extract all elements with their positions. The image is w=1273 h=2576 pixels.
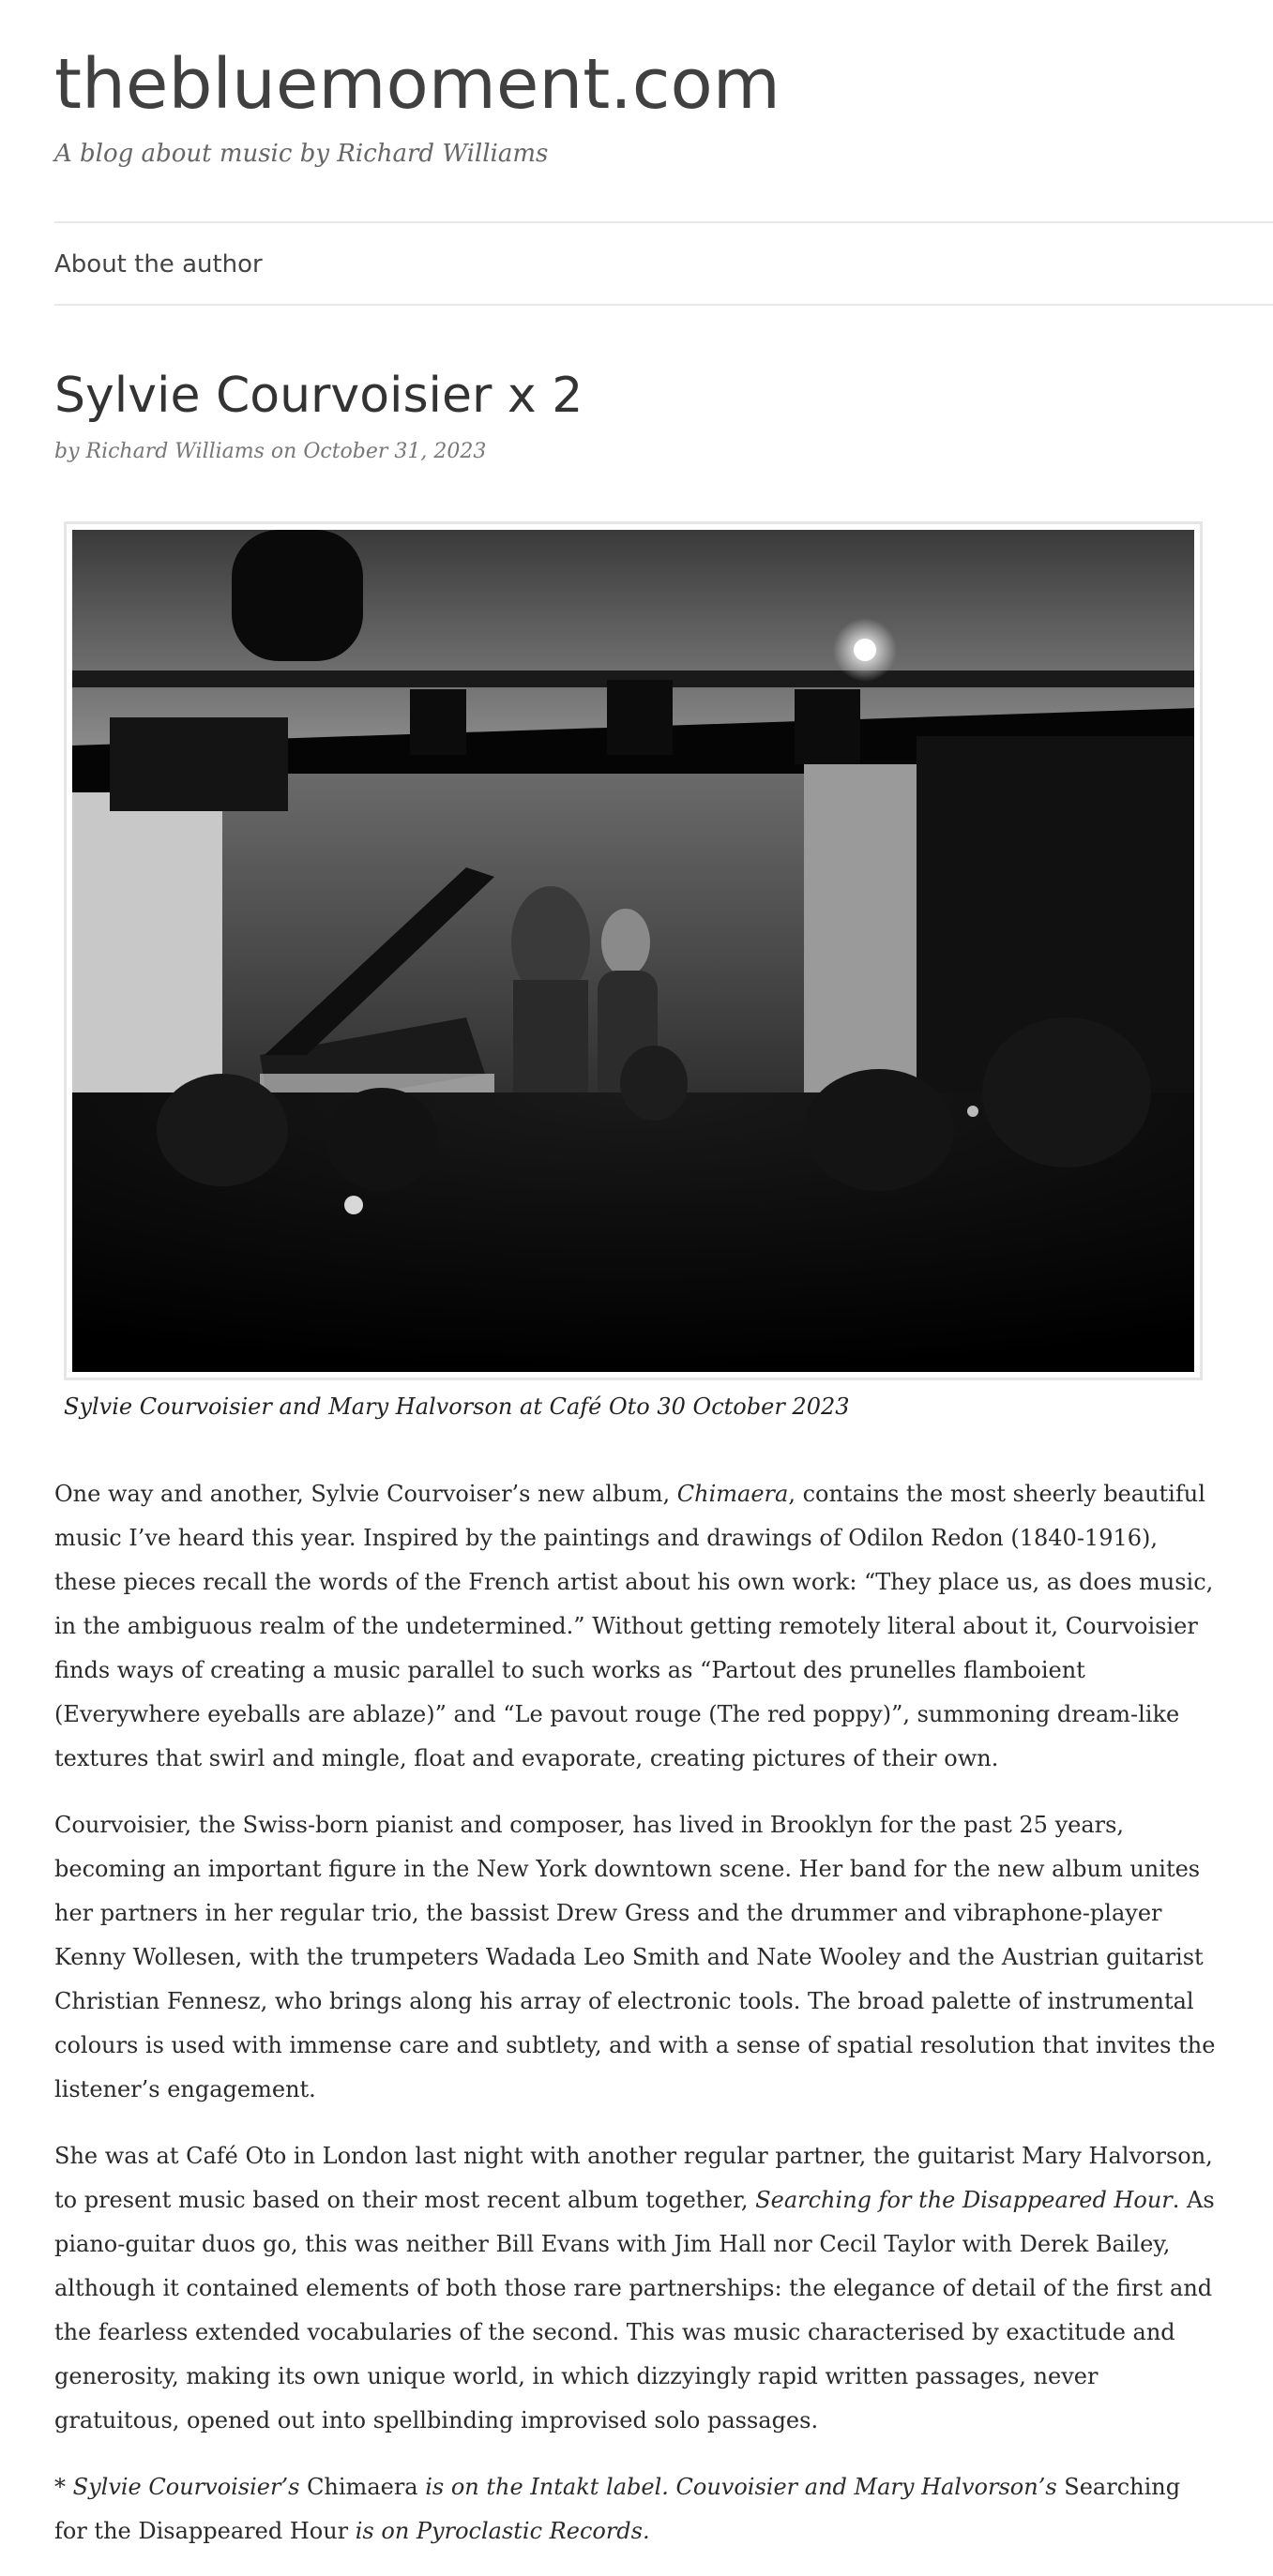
nav-divider [54,304,1273,306]
post-title[interactable]: Sylvie Courvoisier x 2 [54,368,583,424]
image-caption: Sylvie Courvoisier and Mary Halvorson at Café Oto 30 October 2023 [64,1393,850,1420]
site-description: A blog about music by Richard Williams [54,140,549,168]
footnote: * Sylvie Courvoisier’s Chimaera is on the Intakt label. Couvoisier and Mary Halvorson’s Searching for the Disappeared Hour is on Pyroclastic Records. [54,2474,1181,2544]
nav-item-about-the-author[interactable]: About the author [54,250,263,279]
paragraph-1: One way and another, Sylvie Courvoiser’s new album, Chimaera, contains the most sheerly beautiful music I’ve heard this year. Inspired by the paintings and drawings of Odilon Redon (1840-1916), these pieces recall the words of the French artist about his own work: “They place us, as does music, in the ambiguous realm of the undetermined.” Without getting remotely literal about it, Courvoisier finds ways of creating a music parallel to such works as “Partout des prunelles flamboient (Everywhere eyeballs are ablaze)” and “Le pavout rouge (The red poppy)”, summoning dream-like textures that swirl and mingle, float and evaporate, creating pictures of their own. [54,1481,1214,1771]
main-navigation [54,246,263,283]
post-meta: by Richard Williams on October 31, 2023 [54,440,487,463]
paragraph-3: She was at Café Oto in London last night with another regular partner, the guitarist Mary Halvorson, to present music based on their most recent album together, Searching for the Disappeared Hour. As piano-guitar duos go, this was neither Bill Evans with Jim Hall nor Cecil Taylor with Derek Bailey, although it contained elements of both those rare partnerships: the elegance of detail of the first and the fearless extended vocabularies of the second. This was music characterised by exactitude and generosity, making its own unique world, in which dizzyingly rapid written passages, never gratuitous, opened out into spellbinding improvised solo passages. [54,2143,1215,2433]
post-image-frame [64,521,1203,1380]
header-divider [54,221,1273,223]
site-title[interactable]: thebluemoment.com [54,44,780,125]
post-content [54,1472,1218,2576]
concert-photo[interactable] [72,530,1194,1372]
paragraph-2: Courvoisier, the Swiss-born pianist and composer, has lived in Brooklyn for the past 25 years, becoming an important figure in the New York downtown scene. Her band for the new album unites her partners in her regular trio, the bassist Drew Gress and the drummer and vibraphone-player Kenny Wollesen, with the trumpeters Wadada Leo Smith and Nate Wooley and the Austrian guitarist Christian Fennesz, who brings along his array of electronic tools. The broad palette of instrumental colours is used with immense care and subtlety, and with a sense of spatial resolution that invites the listener’s engagement. [54,1812,1216,2102]
